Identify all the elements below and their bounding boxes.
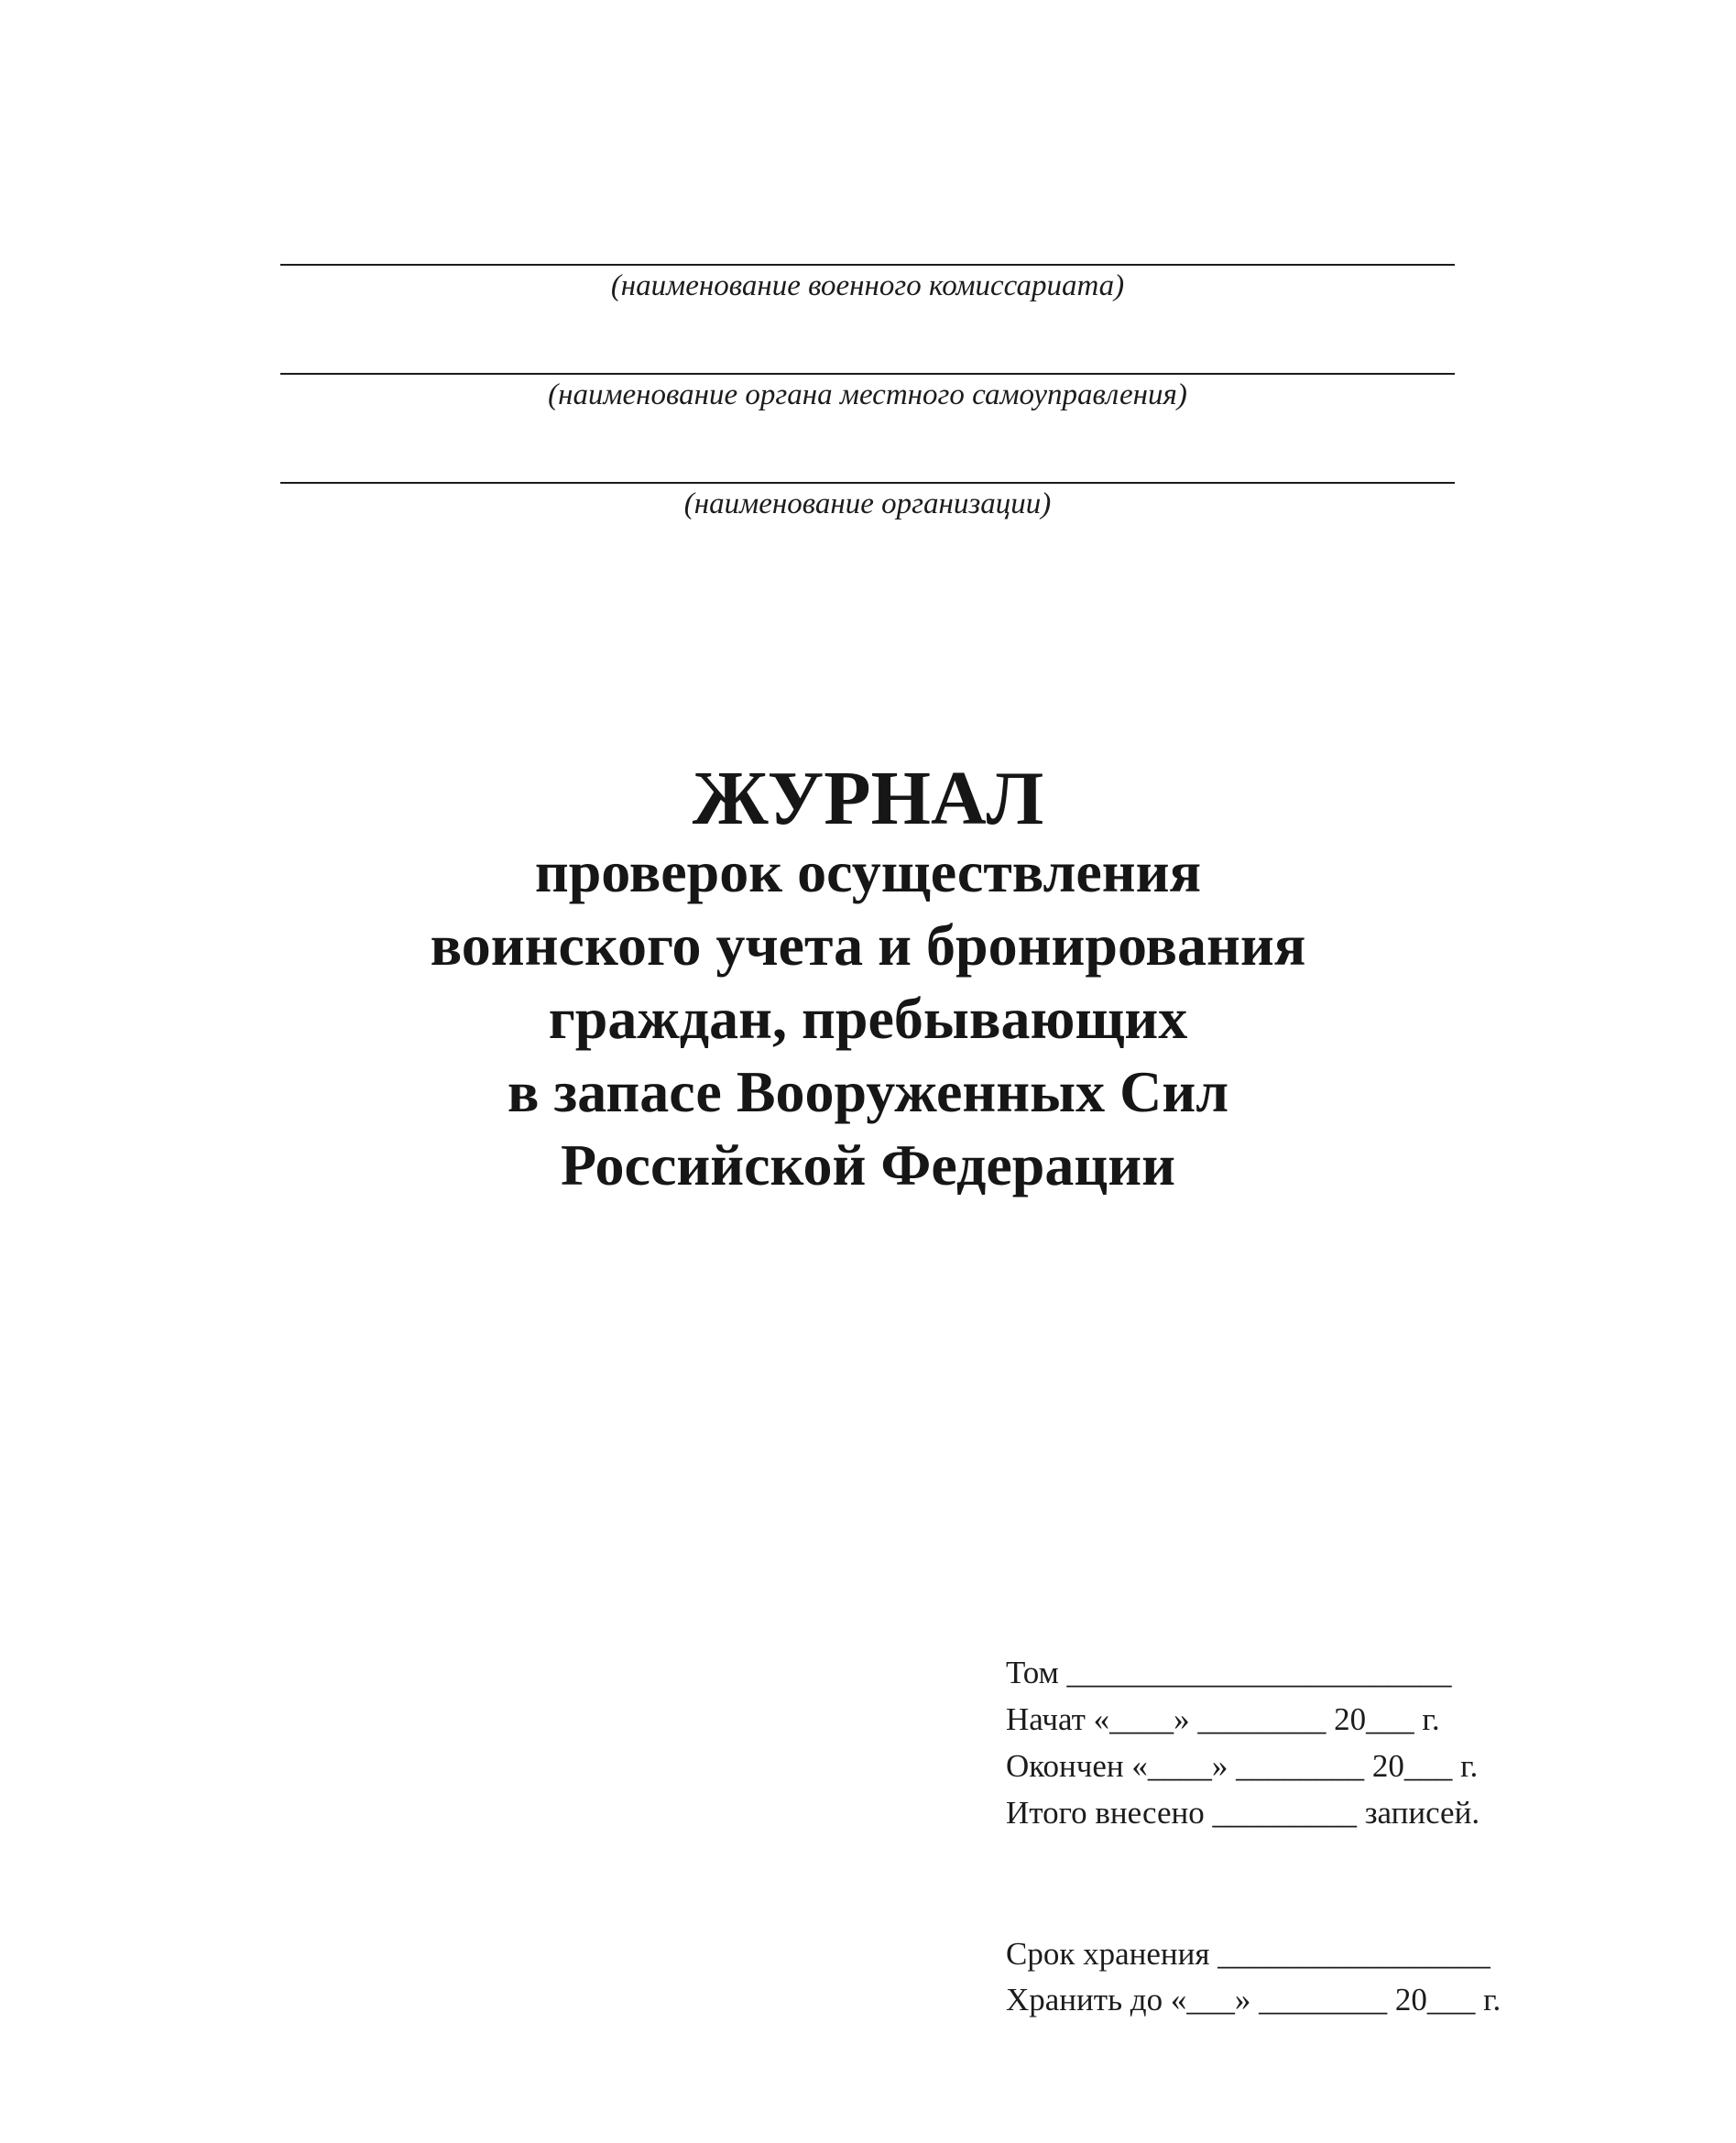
title-line: проверок осуществления	[534, 839, 1202, 904]
title-line: воинского учета и бронирования	[430, 913, 1306, 978]
fill-in-rule	[280, 264, 1455, 266]
fill-in-rule	[280, 373, 1455, 375]
storage-term-line: Срок хранения _________________	[1006, 1936, 1490, 1972]
title-line: Российской Федерации	[561, 1132, 1175, 1197]
title-line: граждан, пребывающих	[548, 986, 1188, 1051]
local-government-name-field	[280, 373, 1455, 413]
field-caption: (наименование органа местного самоуправления)	[548, 378, 1187, 411]
volume-line: Том ________________________	[1006, 1655, 1452, 1690]
total-entries-line: Итого внесено _________ записей.	[1006, 1795, 1480, 1831]
title-main-word: ЖУРНАЛ	[692, 756, 1044, 841]
fill-in-rule	[280, 482, 1455, 484]
volume-block	[1006, 1649, 1479, 1836]
title-line: в запасе Вооруженных Сил	[507, 1059, 1229, 1124]
keep-until-line: Хранить до «___» ________ 20___ г.	[1006, 1982, 1501, 2017]
finished-line: Окончен «____» ________ 20___ г.	[1006, 1748, 1479, 1784]
document-title	[0, 756, 1736, 1202]
field-caption: (наименование организации)	[683, 487, 1052, 520]
commissariat-name-field	[280, 264, 1455, 304]
started-line: Начат «____» ________ 20___ г.	[1006, 1701, 1440, 1737]
field-caption: (наименование военного комиссариата)	[610, 269, 1125, 302]
organization-name-field	[280, 482, 1455, 522]
storage-block	[1006, 1931, 1501, 2023]
